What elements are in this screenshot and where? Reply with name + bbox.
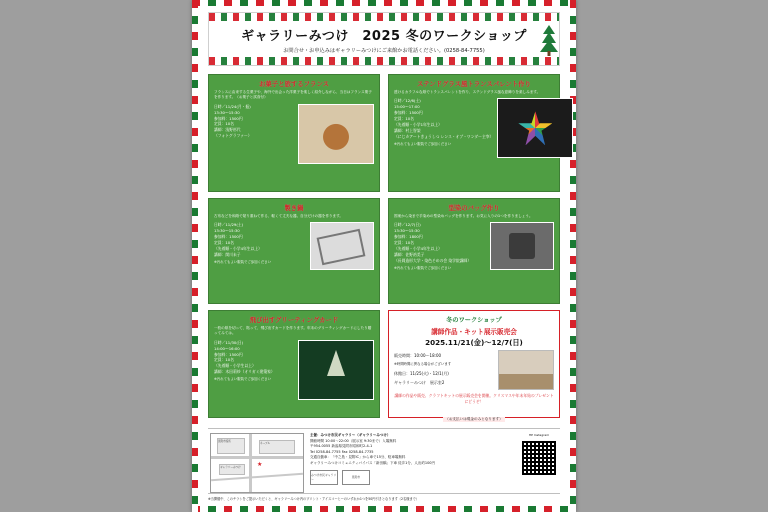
access-map	[210, 433, 304, 493]
workshop-detail: 参加料：1800円	[394, 234, 423, 240]
workshop-card-5[interactable]	[208, 310, 380, 418]
workshop-detail: 13:30〜15:30	[214, 228, 240, 234]
workshop-detail: 13:30〜15:30	[394, 228, 420, 234]
header-ribbon-top	[209, 13, 559, 21]
workshop-detail: 講師：木田莉紗（オリガミ建築家）	[214, 369, 275, 375]
workshop-detail: （先着順・小学4年生以上）	[214, 245, 262, 251]
sale-date: 2025.11/21(金)〜12/7(日)	[425, 338, 523, 347]
workshop-note: ※汚れてもよい服装でご参加ください	[214, 377, 272, 382]
workshop-note: ※汚れてもよい服装でご参加ください	[394, 265, 452, 270]
workshop-detail: 講師：浅野杉代	[214, 127, 241, 133]
qr-block[interactable]	[520, 433, 558, 494]
sale-subtitle: 講師作品・キット展示販売会	[431, 328, 517, 336]
workshop-description: 図案から染まで手染めの型染めバッグを作ります。お気に入りの1つを作りましょう。	[394, 214, 533, 218]
workshop-detail: 定員：10名	[394, 116, 415, 122]
decorative-border-right	[570, 0, 576, 512]
workshop-detail: 参加料：1500円	[214, 234, 243, 240]
fine-print: ※当開催中、このチラシをご提示いただくと、ギャラリーみつけ内のプリント・アイスコーヒーのいずれか1つを50円引きとなります（2名様まで）	[208, 493, 560, 502]
city-logo: 見附市	[342, 470, 370, 485]
workshop-detail: 14:00〜16:00	[214, 345, 240, 351]
map-marker-icon: ★	[257, 461, 263, 468]
qr-code-icon[interactable]	[520, 439, 558, 477]
workshop-note: ※汚れてもよい服装でご参加ください	[394, 141, 452, 146]
workshop-detail: （にじカアートきょうしつ レンス・オブ・ワンダー主宰）	[394, 133, 494, 139]
workshop-detail: 定員：10名	[214, 121, 235, 127]
sale-hours: 販売時間：10:00〜18:00	[394, 353, 442, 358]
workshop-detail: 講師：佐野裕美子	[394, 251, 425, 257]
address: 〒954-0055 新潟県見附市昭和町2-4-1	[310, 444, 373, 449]
map-block-label: ネーブル	[259, 440, 295, 454]
decorative-border-bottom	[192, 506, 576, 512]
workshop-detail: （先着順・小学生以上）	[214, 363, 256, 369]
workshop-detail: 参加料：1500円	[394, 110, 423, 116]
telephone: Tel 0258-84-7755 Fax 0258-84-7735	[310, 449, 374, 454]
paper-star-photo	[497, 98, 573, 158]
flyer-page	[192, 0, 576, 512]
workshop-description: 一枚の紙を切って、貼って、飛び出すカードを作ります。年末のグリーティングカードにしたり贈ってみては。	[214, 326, 372, 336]
workshop-detail: （長岡造形大学・染色そめの会 染学院講師）	[394, 257, 472, 263]
access-info-1: 交通自動車：「中之島・見附IC」から車で15分、駐車場無料	[310, 455, 406, 460]
workshop-card-4[interactable]	[388, 198, 560, 304]
sale-title: 冬のワークショップ	[446, 317, 502, 324]
workshop-detail: 講師：関川未子	[214, 251, 241, 257]
header-ribbon-bottom	[209, 57, 559, 65]
workshop-note: ※汚れてもよい服装でご参加ください	[214, 259, 272, 264]
access-info-2: ギャラリーみつけコミュニティバイパス「新田橋」下車 徒歩1分、人出約100円	[310, 460, 436, 465]
workshop-detail: 日時／11/24(月・振)	[214, 103, 251, 109]
sale-place: ギャラリーみつけ 展示室2	[394, 380, 445, 386]
map-block-label: ギャラリーみつけ	[219, 464, 245, 475]
qr-label: HP Instagram	[528, 433, 550, 437]
organizer: 主催：みつけ市民ギャラリー（ギャラリーみつけ）	[310, 433, 391, 437]
page-title: ギャラリーみつけ 2025 冬のワークショップ	[241, 29, 527, 44]
sale-payment-note: （お支払いは現金のみとなります）	[445, 417, 503, 422]
workshop-detail: 講師：村上智架	[394, 127, 421, 133]
workshop-detail: 15:00〜17:00	[394, 104, 420, 110]
workshop-title: 飛び出すグリーティングカード	[249, 316, 339, 324]
workshop-detail: 日時／12/7(日)	[394, 222, 421, 228]
decorative-border-top	[192, 0, 576, 6]
workshop-title: ステンドグラス風トランスパレント作り	[417, 80, 531, 88]
sale-red-text: 講師の作品や販売、クラフトキットの展示販売会を開催。クリスマスや年末年始のプレゼントにどうぞ！	[394, 393, 554, 405]
workshop-card-2[interactable]	[388, 74, 560, 192]
workshop-detail: 日時／12/6(土)	[394, 98, 421, 104]
exhibition-sale-box[interactable]	[388, 310, 560, 422]
workshop-detail: （先着順・小学4年生以上）	[394, 245, 442, 251]
workshop-detail: 参加料：1500円	[214, 351, 243, 357]
pastry-photo	[298, 104, 374, 164]
workshop-title: 製き鍋	[284, 204, 304, 212]
tools-photo	[310, 222, 374, 270]
header-subtitle-1: お問合せ・お申込みはギャラリーみつけにご来館かお電話ください。(0258-84-7755)	[283, 48, 485, 54]
map-block-label: 見附市役所	[217, 438, 245, 454]
flyer-footer	[208, 428, 560, 498]
workshop-detail: （フォトグラファー）	[214, 133, 252, 139]
sale-hours-note: ※時間時間に異なる場合がございます	[394, 362, 452, 367]
venue-info	[310, 433, 514, 494]
sale-closed-days: 休館日：11/25(火)・12/1(月)	[394, 370, 449, 376]
opening-hours: 開館時間 10:00〜22:00（展示室 9:30まで）入場無料	[310, 438, 397, 443]
decorative-border-left	[192, 0, 198, 512]
dyed-bag-photo	[490, 222, 554, 270]
workshop-detail: 定員：10名	[214, 240, 235, 246]
workshop-description: 透けるカラフルな紙でトランスパレントを作り、ステンドグラス風な窓飾りを楽しみます。	[394, 90, 541, 94]
workshop-detail: （先着順・小学1年生以上）	[394, 121, 442, 127]
workshop-title: 型染のバッグ作り	[448, 204, 500, 212]
exhibition-room-photo	[498, 350, 554, 390]
popup-card-photo	[298, 340, 374, 400]
gallery-logo: みつけ市民ギャラリー	[310, 470, 338, 485]
flyer-header	[208, 12, 560, 66]
workshop-detail: 日時／11/29(土)	[214, 222, 244, 228]
workshop-detail: 参加料：1500円	[214, 115, 243, 121]
workshop-detail: 日時／11/30(日)	[214, 339, 244, 345]
workshop-detail: 定員：10名	[214, 357, 235, 363]
workshop-title: お菓子と旅するフランス	[258, 80, 330, 88]
workshop-description: 古布などを和紙で貼り重ねて作る、軽くて丈夫な器。自分だけの器を作ります。	[214, 214, 343, 218]
workshop-description: フランスに由来する生菓子や、海外で出会った洋菓子を楽しく紹介しながら、当日はフランス菓子を作ります。（お菓子と試食付）	[214, 90, 372, 100]
workshop-detail: 13:30〜15:30	[214, 109, 240, 115]
workshop-detail: 定員：10名	[394, 240, 415, 246]
workshop-card-3[interactable]	[208, 198, 380, 304]
workshop-card-1[interactable]	[208, 74, 380, 192]
